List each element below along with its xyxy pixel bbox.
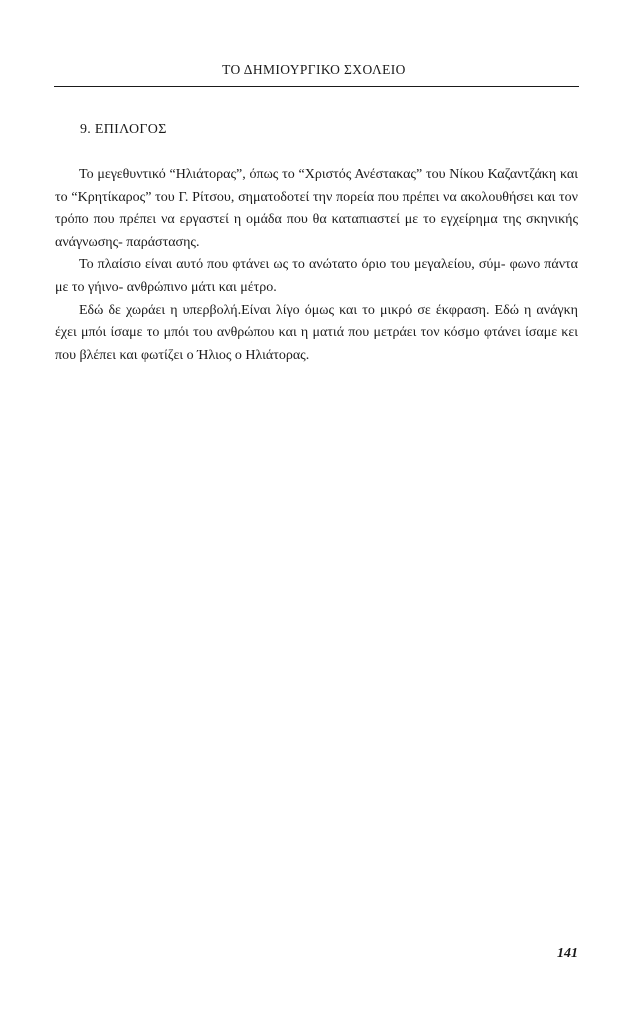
paragraph-1: Το μεγεθυντικό “Ηλιάτορας”, όπως το “Χριστός Ανέστακας” του Νίκου Καζαντζάκη και το “Κρητίκαρος” του Γ. Ρίτσου, σηματοδοτεί την πορεία που πρέπει να ακολουθήσει και τον τρόπο που πρέπει να εργαστεί η ομάδα που θα καταπιαστεί με το εγχείρημα της σκηνικής ανάγνωσης- παράστασης. xyxy=(55,167,578,250)
paragraph-3: Εδώ δε χωράει η υπερβολή.Είναι λίγο όμως και το μικρό σε έκφραση. Εδώ η ανάγκη έχει μπόι ίσαμε το μπόι του ανθρώπου και η ματιά που μετράει τον κόσμο φτάνει ίσαμε κει που βλέπει και φωτίζει ο Ήλιος ο Ηλιάτορας. xyxy=(55,302,578,363)
header-rule xyxy=(54,86,579,87)
page-number: 141 xyxy=(557,946,578,961)
body-text xyxy=(55,164,578,367)
running-header: ΤΟ ΔΗΜΙΟΥΡΓΙΚΟ ΣΧΟΛΕΙΟ xyxy=(222,62,406,77)
paragraph-2: Το πλαίσιο είναι αυτό που φτάνει ως το ανώτατο όριο του μεγαλείου, σύμ- φωνο πάντα με το γήινο- ανθρώπινο μάτι και μέτρο. xyxy=(55,257,578,295)
section-title: 9. ΕΠΙΛΟΓΟΣ xyxy=(80,122,167,137)
